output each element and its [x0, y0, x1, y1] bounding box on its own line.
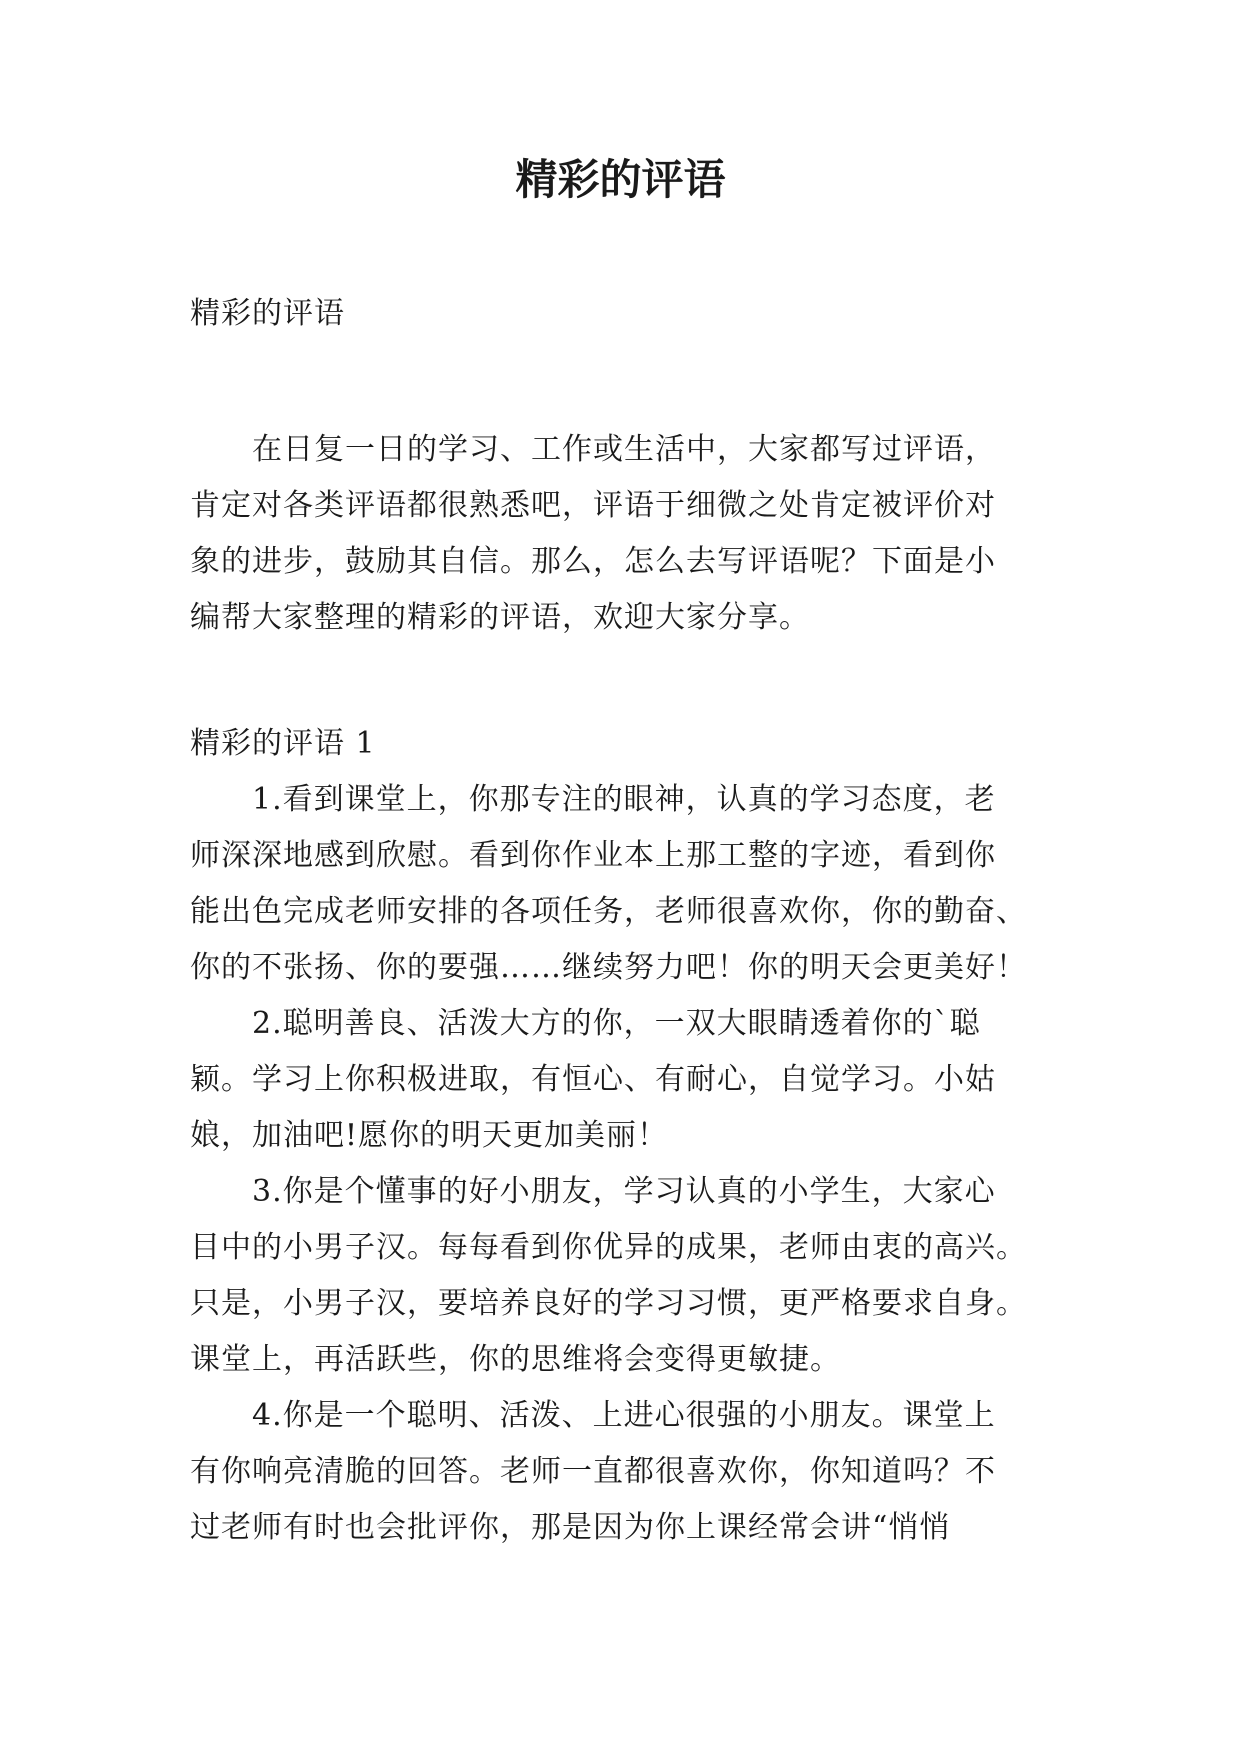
- comment-item-2: [190, 996, 1060, 1164]
- comment-line: 有你响亮清脆的回答。老师一直都很喜欢你，你知道吗？不: [190, 1454, 996, 1489]
- comment-line: 4.你是一个聪明、活泼、上进心很强的小朋友。课堂上: [190, 1398, 996, 1433]
- comment-item-1: [190, 772, 1060, 996]
- comment-item-3: [190, 1164, 1060, 1388]
- document-subtitle: 精彩的评语: [190, 296, 345, 331]
- intro-line: 象的进步，鼓励其自信。那么，怎么去写评语呢？下面是小: [190, 544, 996, 579]
- comment-line: 能出色完成老师安排的各项任务，老师很喜欢你，你的勤奋、: [190, 894, 1027, 929]
- intro-line: 编帮大家整理的精彩的评语，欢迎大家分享。: [190, 600, 810, 635]
- document-title: 精彩的评语: [515, 155, 726, 204]
- comment-line: 过老师有时也会批评你，那是因为你上课经常会讲“悄悄: [190, 1510, 951, 1545]
- intro-line: 在日复一日的学习、工作或生活中，大家都写过评语，: [190, 432, 996, 467]
- comment-line: 课堂上，再活跃些，你的思维将会变得更敏捷。: [190, 1342, 841, 1377]
- comment-line: 2.聪明善良、活泼大方的你，一双大眼睛透着你的`聪: [190, 1006, 981, 1041]
- comment-line: 1.看到课堂上，你那专注的眼神，认真的学习态度，老: [190, 782, 996, 817]
- comment-line: 娘，加油吧!愿你的明天更加美丽！: [190, 1118, 669, 1153]
- intro-paragraph: [190, 422, 1060, 646]
- comment-line: 你的不张扬、你的要强……继续努力吧！你的明天会更美好！: [190, 950, 1027, 985]
- comment-line: 颖。学习上你积极进取，有恒心、有耐心，自觉学习。小姑: [190, 1062, 996, 1097]
- document-body: [190, 286, 1060, 1556]
- comment-item-4: [190, 1388, 1060, 1556]
- section-heading: 精彩的评语 1: [190, 726, 376, 761]
- intro-line: 肯定对各类评语都很熟悉吧，评语于细微之处肯定被评价对: [190, 488, 996, 523]
- comment-line: 师深深地感到欣慰。看到你作业本上那工整的字迹，看到你: [190, 838, 996, 873]
- comment-line: 3.你是个懂事的好小朋友，学习认真的小学生，大家心: [190, 1174, 996, 1209]
- comment-line: 只是，小男子汉，要培养良好的学习习惯，更严格要求自身。: [190, 1286, 1027, 1321]
- comment-line: 目中的小男子汉。每每看到你优异的成果，老师由衷的高兴。: [190, 1230, 1027, 1265]
